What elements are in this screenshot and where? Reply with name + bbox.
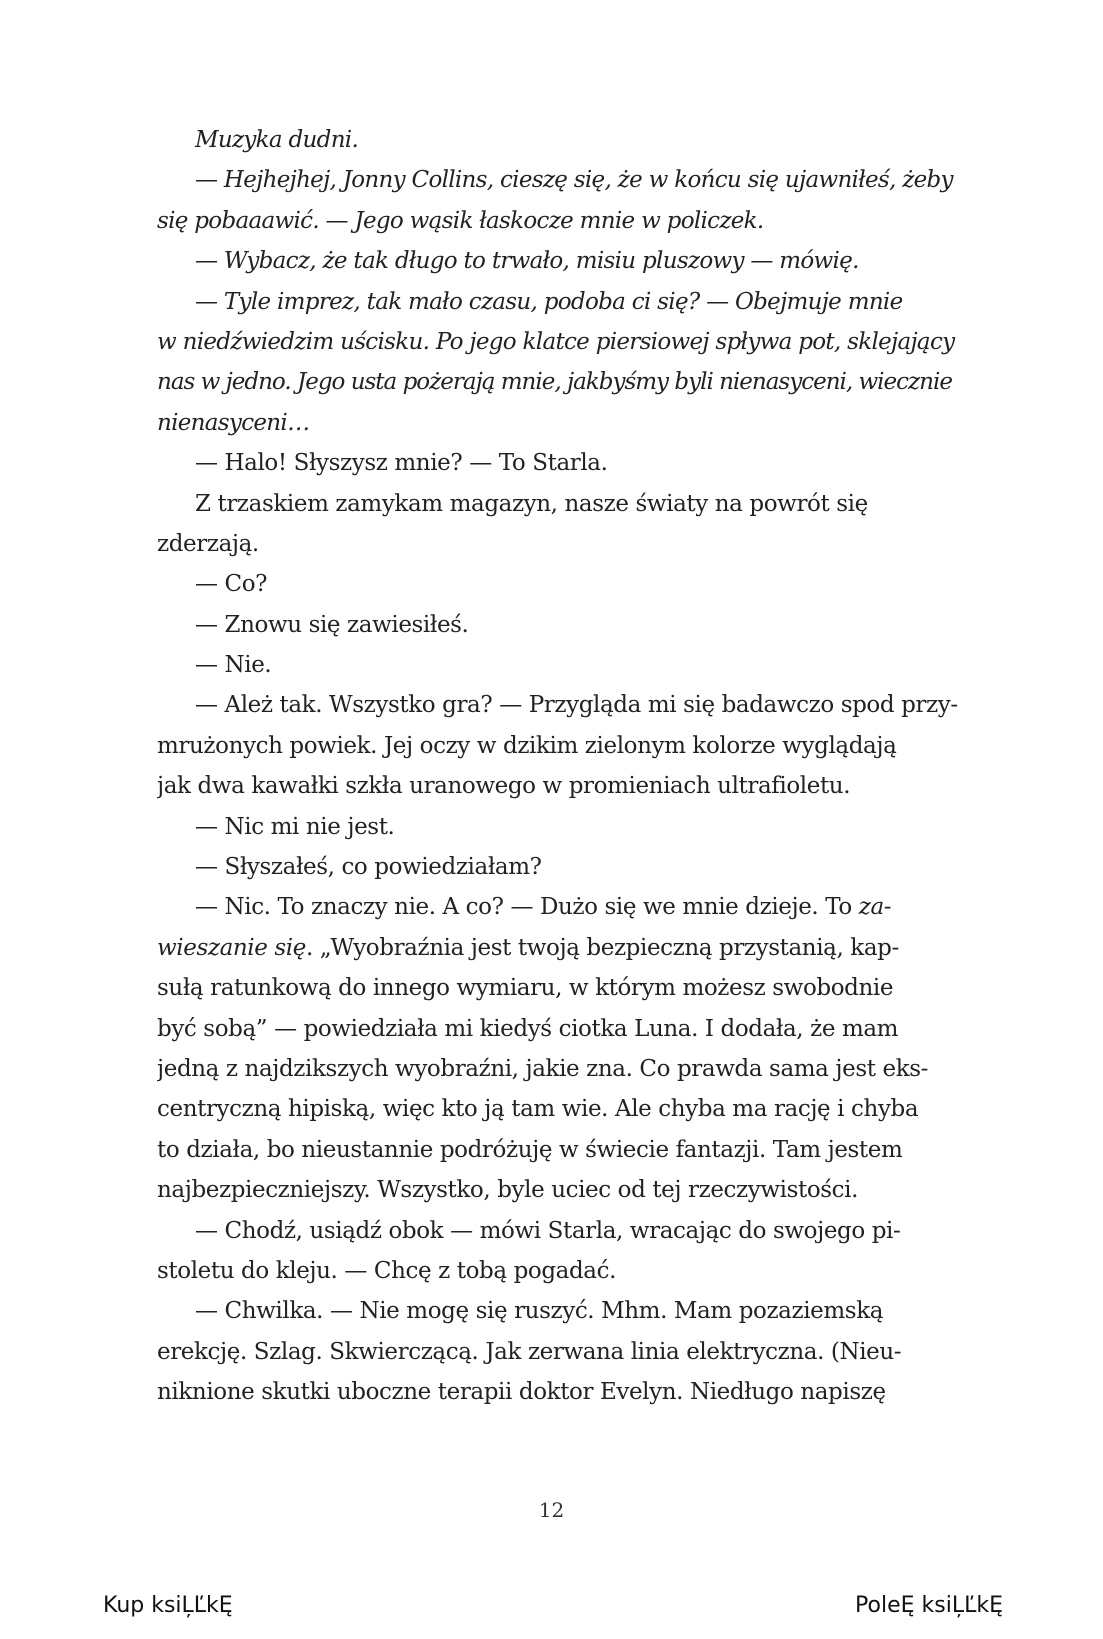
text-line: sułą ratunkową do innego wymiaru, w którym możesz swobodnie xyxy=(157,975,894,1002)
text-line: wieszanie się. „Wyobraźnia jest twoją bezpieczną przystanią, kap- xyxy=(157,934,899,961)
text-line: jak dwa kawałki szkła uranowego w promieniach ultrafioletu. xyxy=(157,773,851,800)
text-line: nienasyceni… xyxy=(157,409,310,436)
text-line: zderzają. xyxy=(157,530,259,557)
text-line: — Hejhejhej, Jonny Collins, cieszę się, że w końcu się ujawniłeś, żeby xyxy=(195,167,953,194)
text-line: być sobą” — powiedziała mi kiedyś ciotka Luna. I dodała, że mam xyxy=(157,1015,899,1042)
page-number: 12 xyxy=(538,1498,565,1522)
text-line: — Co? xyxy=(195,571,268,598)
text-line: Z trzaskiem zamykam magazyn, nasze światy na powrót się xyxy=(195,490,868,517)
text-line: — Halo! Słyszysz mnie? — To Starla. xyxy=(195,450,608,477)
text-line: się pobaaawić. — Jego wąsik łaskocze mnie w policzek. xyxy=(157,207,764,234)
text-line: to działa, bo nieustannie podróżuję w świecie fantazji. Tam jestem xyxy=(157,1136,903,1163)
text-line: — Słyszałeś, co powiedziałam? xyxy=(195,854,542,881)
text-line: nas w jedno. Jego usta pożerają mnie, jakbyśmy byli nienasyceni, wiecznie xyxy=(157,369,952,396)
text-line: — Tyle imprez, tak mało czasu, podoba ci się? — Obejmuje mnie xyxy=(195,288,903,315)
text-line: — Chwilka. — Nie mogę się ruszyć. Mhm. Mam pozaziemską xyxy=(195,1298,884,1325)
text-line: jedną z najdzikszych wyobraźni, jakie zna. Co prawda sama jest eks- xyxy=(157,1055,929,1082)
recommend-book-link[interactable]: PoleĘ ksiĻĽkĘ xyxy=(855,1593,1003,1618)
text-line: — Chodź, usiądź obok — mówi Starla, wracając do swojego pi- xyxy=(195,1217,901,1244)
text-line: — Nic mi nie jest. xyxy=(195,813,395,840)
text-line: najbezpieczniejszy. Wszystko, byle uciec od tej rzeczywistości. xyxy=(157,1177,859,1204)
text-line: — Nie. xyxy=(195,652,272,679)
text-line: — Wybacz, że tak długo to trwało, misiu pluszowy — mówię. xyxy=(195,248,859,275)
text-line: — Nic. To znaczy nie. A co? — Dużo się we mnie dzieje. To za- xyxy=(195,894,892,921)
text-line: Muzyka dudni. xyxy=(195,127,359,153)
text-line: erekcję. Szlag. Skwierczącą. Jak zerwana linia elektryczna. (Nieu- xyxy=(157,1338,902,1365)
text-line: w niedźwiedzim uścisku. Po jego klatce piersiowej spływa pot, sklejający xyxy=(157,328,955,355)
buy-book-link[interactable]: Kup ksiĻĽkĘ xyxy=(103,1593,233,1618)
text-line: mrużonych powiek. Jej oczy w dzikim zielonym kolorze wyglądają xyxy=(157,732,897,759)
text-line: — Ależ tak. Wszystko gra? — Przygląda mi się badawczo spod przy- xyxy=(195,692,958,719)
text-line: stoletu do kleju. — Chcę z tobą pogadać. xyxy=(157,1257,617,1284)
text-line: — Znowu się zawiesiłeś. xyxy=(195,611,469,638)
text-line: centryczną hipiską, więc kto ją tam wie. Ale chyba ma rację i chyba xyxy=(157,1096,919,1123)
body-text xyxy=(157,120,958,1413)
text-line: niknione skutki uboczne terapii doktor Evelyn. Niedługo napiszę xyxy=(157,1379,886,1406)
